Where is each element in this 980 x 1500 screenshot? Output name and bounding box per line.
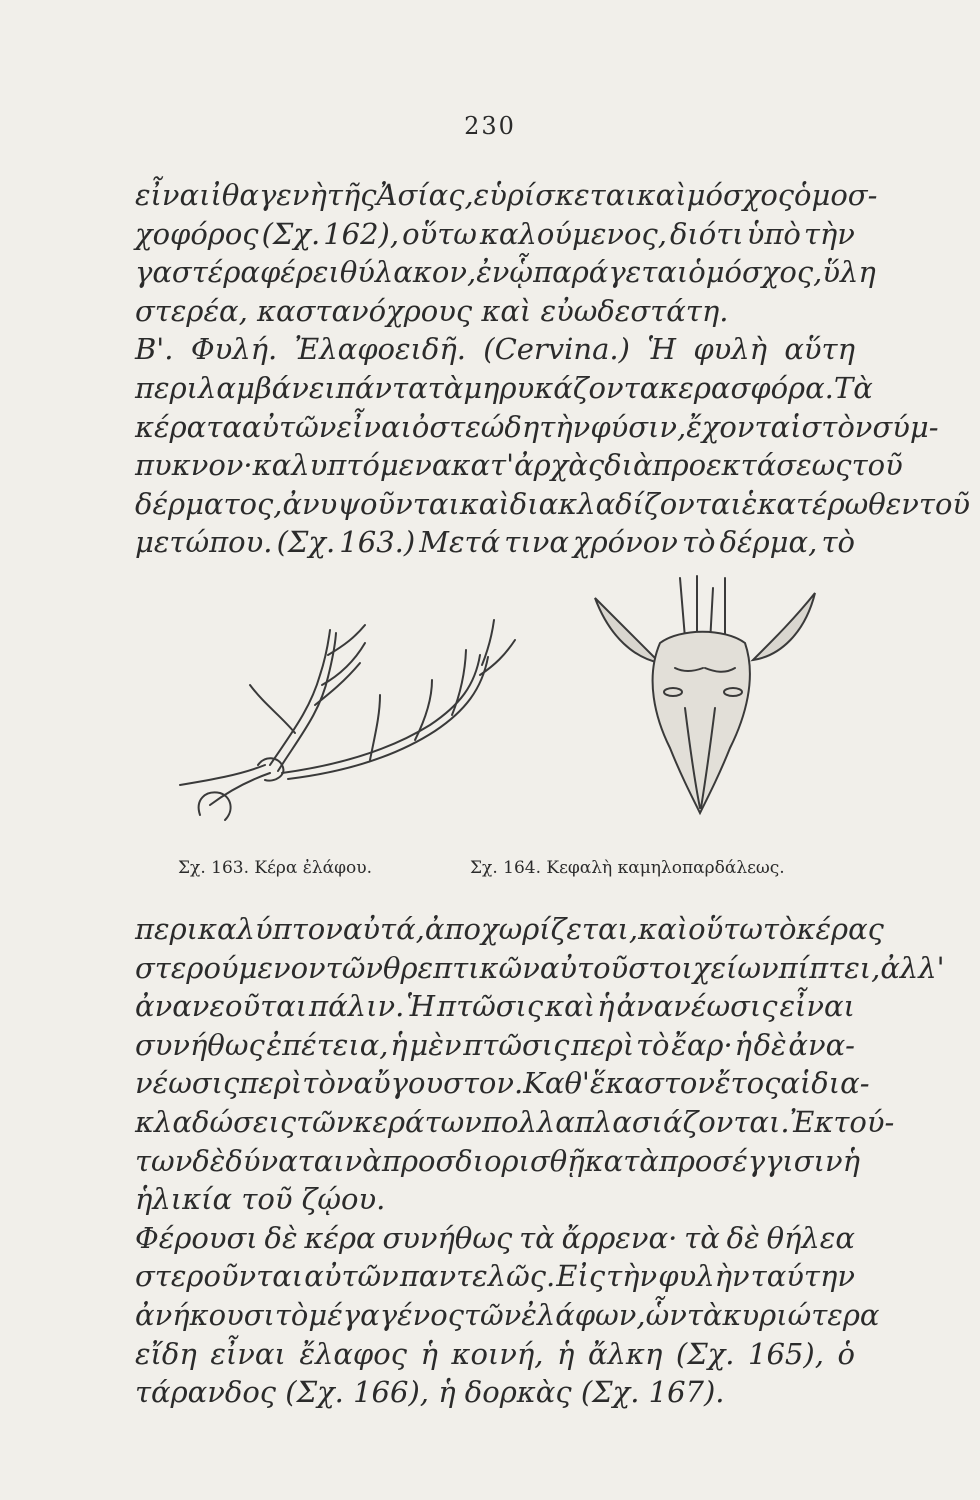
word: Ἐκ <box>789 1104 834 1139</box>
text-line <box>135 1026 855 1065</box>
word: ἐλάφων, <box>521 1297 646 1332</box>
word: Τὰ <box>833 370 873 405</box>
word: Ἡ <box>406 989 436 1024</box>
word: κατ' <box>451 448 515 483</box>
word: ἔαρ· <box>671 1027 733 1062</box>
text-line <box>135 1142 860 1181</box>
word: καὶ <box>636 178 687 212</box>
word: δὲ <box>264 1220 298 1255</box>
word: εὑρίσκεται <box>473 178 637 212</box>
word: διὰ <box>604 448 653 483</box>
word: ἐπέτεια, <box>266 1027 389 1062</box>
text-block-bottom <box>135 910 945 1412</box>
text-line <box>135 1180 855 1219</box>
word: πίπτει, <box>778 950 881 985</box>
word: ἀποχωρίζεται, <box>424 912 639 946</box>
word: νέωσις <box>135 1066 240 1101</box>
word: ὀστεώδη <box>411 409 540 444</box>
word: ἀνα- <box>788 1027 855 1062</box>
text-line <box>135 1373 855 1412</box>
word: ἡ <box>557 1336 575 1371</box>
giraffe-head-illustration <box>575 568 835 828</box>
word: ἡ <box>734 1027 752 1062</box>
word: πτῶσις <box>437 989 544 1024</box>
page-number: 230 <box>464 112 516 140</box>
word: καλούμενος, <box>479 216 667 251</box>
word: (Σχ. <box>261 216 321 251</box>
word: στοιχείων <box>628 950 779 985</box>
text-line <box>135 910 884 949</box>
word: δέρμα, <box>719 525 818 560</box>
word: ἕκαστον <box>589 1066 715 1101</box>
word: τὸ <box>762 912 797 946</box>
word: ὁ <box>794 178 812 212</box>
word: (Σχ. <box>276 525 336 560</box>
word: καὶ <box>545 989 596 1024</box>
word: ἡ <box>420 1336 438 1371</box>
word: μὲν <box>409 1027 462 1062</box>
word: ἀνυψοῦνται <box>282 486 460 521</box>
word: Εἰς <box>556 1259 606 1294</box>
word: κέρα <box>304 1220 376 1255</box>
word: θρεπτικῶν <box>383 950 540 985</box>
text-line <box>135 408 939 447</box>
word: ὧν <box>645 1297 687 1332</box>
word: ἀνήκουσι <box>135 1297 275 1332</box>
word: οὕτω <box>402 216 477 251</box>
word: ὁ <box>688 255 706 290</box>
word: δύναται <box>225 1143 345 1178</box>
word: αὔγουστον. <box>353 1066 524 1101</box>
figure-caption-163: Σχ. 163. Κέρα ἐλάφου. <box>178 858 373 878</box>
word: μοσ- <box>811 178 878 212</box>
word: Ἡ <box>647 332 677 367</box>
word: ἄλκη <box>587 1336 663 1371</box>
word: χρόνον <box>573 525 678 560</box>
word: Ἐλαφοειδῆ. <box>294 332 466 367</box>
word: δέρματος, <box>135 486 283 521</box>
word: φυλὴν <box>658 1259 750 1294</box>
figure-caption-164: Σχ. 164. Κεφαλὴ καμηλοπαρδάλεως. <box>470 858 785 878</box>
word: ἀνανέωσις <box>616 989 778 1024</box>
word: δια- <box>811 1066 870 1101</box>
word: πυκνον· <box>135 448 253 483</box>
text-line <box>135 292 855 331</box>
word: περὶ <box>571 1027 635 1062</box>
text-line <box>135 446 903 485</box>
word: τῶν <box>325 950 383 985</box>
word: οὕτω <box>688 912 763 946</box>
word: 163.) <box>339 525 416 560</box>
word: κοινή, <box>451 1336 544 1371</box>
word: μέγα <box>308 1297 380 1332</box>
text-line <box>135 1219 855 1258</box>
word: χοφόρος <box>135 216 259 251</box>
word: αὐτοῦ <box>539 950 629 985</box>
text-line <box>135 987 855 1026</box>
word: τῶν <box>463 1297 522 1332</box>
word: προσδιορισθῇ <box>381 1143 585 1178</box>
word: τῆς <box>326 178 377 212</box>
word: διότι <box>669 216 744 251</box>
word: μηρυκάζοντα <box>463 370 660 405</box>
word: πάλιν. <box>309 989 405 1024</box>
word: θήλεα <box>766 1220 855 1255</box>
word: Ἀσίας, <box>376 178 474 212</box>
text-line <box>135 523 855 562</box>
word: ἀρχὰς <box>514 448 605 483</box>
word: θύλακον, <box>339 255 477 290</box>
word: των <box>135 1143 193 1178</box>
word: τὰ <box>519 1220 555 1255</box>
word: τὴν <box>606 1259 658 1294</box>
word: 162), <box>323 216 400 251</box>
word: ἀλλ' <box>880 950 945 985</box>
word: εἶναι <box>336 409 412 444</box>
word: τὸ <box>635 1027 670 1062</box>
word: προεκτάσεως <box>652 448 852 483</box>
word: αὐτῶν <box>241 409 337 444</box>
text-line <box>135 1296 880 1335</box>
word: Φέρουσι <box>135 1220 258 1255</box>
word: σύμ- <box>872 409 939 444</box>
word: τὸ <box>681 525 716 560</box>
word: φύσιν, <box>590 409 687 444</box>
word: (Σχ. <box>675 1336 735 1371</box>
text-line <box>135 1103 895 1142</box>
word: διακλαδίζονται <box>509 486 742 521</box>
word: κέρας <box>796 912 884 946</box>
word: νὰ <box>344 1143 382 1178</box>
word: καλυπτόμενα <box>252 448 452 483</box>
word: Β'. <box>135 332 174 367</box>
word: τοῦ <box>918 486 971 521</box>
word: ὁ <box>837 1336 855 1371</box>
word: φυλὴ <box>693 332 768 367</box>
word: προσέγγισιν <box>658 1143 843 1178</box>
word: τὰ <box>684 1220 720 1255</box>
word: τὰ <box>686 1297 723 1332</box>
word: περικαλύπτον <box>135 912 343 946</box>
word: συνήθως <box>135 1027 265 1062</box>
word: τὴν <box>539 409 591 444</box>
word: ἐν <box>476 255 510 290</box>
word: 165), <box>748 1336 824 1371</box>
word: περὶ <box>239 1066 303 1101</box>
word: Φυλή. <box>190 332 278 367</box>
word: αὐτῶν <box>304 1259 399 1294</box>
text-block-top <box>135 176 971 562</box>
word: στερούμενον <box>135 950 326 985</box>
word: μετώπου. <box>135 525 273 560</box>
word: τὸ <box>274 1297 309 1332</box>
word: καὶ <box>459 486 510 521</box>
word: μόσχος, <box>705 255 823 290</box>
text-line <box>135 176 878 215</box>
word: καὶ <box>638 912 689 946</box>
word: εἶναι <box>779 989 855 1024</box>
word: παράγεται <box>533 255 689 290</box>
word: κεράτων <box>353 1104 482 1139</box>
text-line-content: ἡλικία τοῦ ζῴου. <box>135 1182 386 1217</box>
word: κατὰ <box>584 1143 659 1178</box>
text-line <box>135 215 855 254</box>
text-line-content: τάρανδος (Σχ. 166), ἡ δορκὰς (Σχ. 167). <box>135 1375 725 1410</box>
text-line <box>135 1335 855 1374</box>
word: εἶναι <box>135 178 211 212</box>
word: ἡ <box>842 1143 860 1178</box>
word: ἔτος <box>715 1066 781 1101</box>
word: κερασφόρα. <box>659 370 834 405</box>
word: τοῦ <box>851 448 903 483</box>
word: τὸν <box>302 1066 354 1101</box>
text-line <box>135 1257 855 1296</box>
word: τὰ <box>427 370 464 405</box>
word: ἑκατέρωθεν <box>741 486 919 521</box>
word: ἡ <box>390 1027 408 1062</box>
word: τῶν <box>296 1104 354 1139</box>
word: τινα <box>504 525 569 560</box>
word: Μετά <box>419 525 501 560</box>
word: κέρατα <box>135 409 242 444</box>
word: αἱ <box>780 1066 812 1101</box>
word: τού- <box>833 1104 895 1139</box>
word: περιλαμβάνει <box>135 370 336 405</box>
word: τὴν <box>803 216 855 251</box>
word: κυριώτερα <box>722 1297 880 1332</box>
word: κλαδώσεις <box>135 1104 297 1139</box>
word: ἔχοντα <box>686 409 791 444</box>
text-line-content: στερέα, καστανόχρους καὶ εὐωδεστάτη. <box>135 293 729 328</box>
word: Καθ' <box>523 1066 590 1101</box>
text-line <box>135 330 855 369</box>
word: μόσχος <box>686 178 795 212</box>
word: ἱστὸν <box>790 409 873 444</box>
word: αὐτά, <box>342 912 425 946</box>
text-line <box>135 485 971 524</box>
word: ὑπὸ <box>746 216 801 251</box>
word: στεροῦνται <box>135 1259 304 1294</box>
word: δὲ <box>192 1143 226 1178</box>
word: φέρει <box>259 255 340 290</box>
word: δὲ <box>753 1027 787 1062</box>
antler-illustration <box>170 615 530 825</box>
word: εἴδη <box>135 1336 197 1371</box>
word: πάντα <box>335 370 428 405</box>
word: ἀνανεοῦται <box>135 989 308 1024</box>
word: παντελῶς. <box>399 1259 556 1294</box>
text-line <box>135 369 873 408</box>
word: εἶναι <box>210 1336 286 1371</box>
word: ὕλη <box>822 255 876 290</box>
word: γένος <box>379 1297 464 1332</box>
word: ἡ <box>597 989 615 1024</box>
word: πτῶσις <box>463 1027 570 1062</box>
word: τὸ <box>821 525 855 560</box>
word: πολλαπλασιάζονται. <box>481 1104 790 1139</box>
word: δὲ <box>726 1220 760 1255</box>
word: ἄρρενα· <box>561 1220 678 1255</box>
word: ταύτην <box>750 1259 855 1294</box>
word: (Cervina.) <box>483 332 630 367</box>
word: αὕτη <box>784 332 855 367</box>
text-line <box>135 1064 870 1103</box>
text-line <box>135 253 876 292</box>
word: ἔλαφος <box>299 1336 407 1371</box>
word: ᾧ <box>509 255 534 290</box>
word: γαστέρα <box>135 255 260 290</box>
word: ἰθαγενὴ <box>210 178 327 212</box>
word: συνήθως <box>382 1220 513 1255</box>
text-line <box>135 949 945 988</box>
